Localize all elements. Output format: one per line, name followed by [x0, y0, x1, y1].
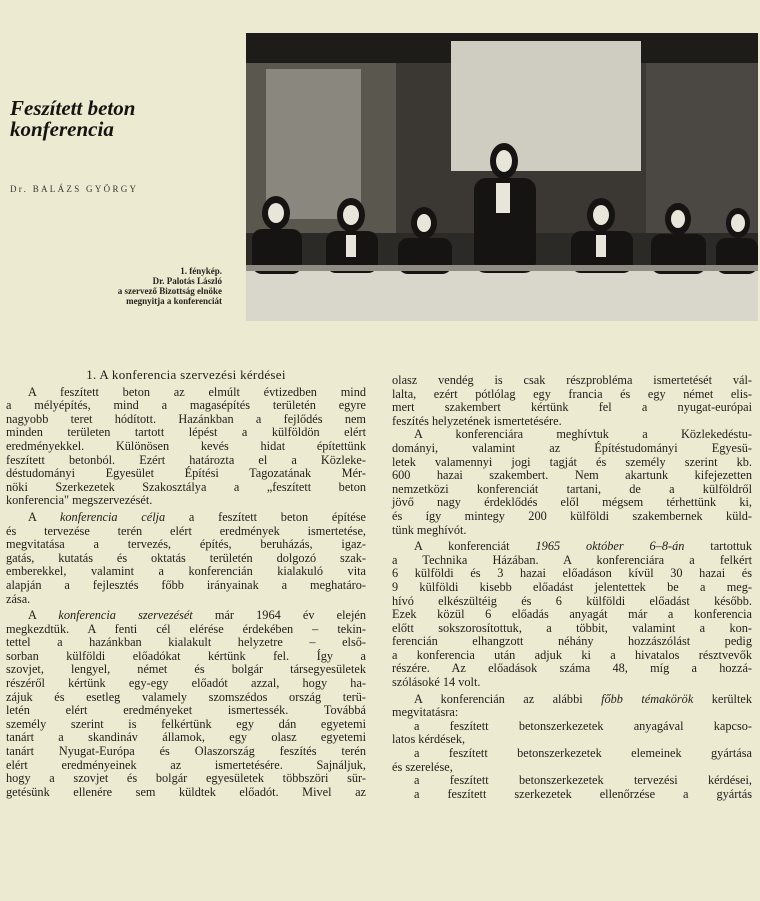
caption-line-1: 1. fénykép. — [180, 266, 222, 276]
left-text-line: részéről kértünk egy-egy előadót azzal, hogy ha- — [6, 676, 366, 691]
line-text-part: A konferenciát — [414, 539, 536, 554]
left-text-line: emberekkel, valamint a konferencián kialakuló vita — [6, 564, 366, 579]
conference-photo — [246, 33, 758, 321]
section-heading: 1. A konferencia szervezési kérdései — [86, 367, 286, 382]
article-title — [10, 98, 230, 140]
right-text-line: a Technika Házában. A konferenciára a felkért — [392, 552, 752, 567]
left-text-line: tanárt a skandináv államok, egy olasz egyetemi — [6, 730, 366, 745]
title-line-1: Feszített beton — [10, 96, 136, 120]
caption-line-3: a szervező Bizottság elnöke — [117, 286, 222, 296]
right-text-line: dományi, valamint az Építéstudományi Egyesü- — [392, 440, 752, 455]
caption-line-4: megnyitja a konferenciát — [126, 296, 222, 306]
line-text-part: már 1964 év elején — [192, 608, 366, 623]
line-text-part: a feszített beton építése — [165, 509, 366, 524]
left-text-line: nagyobb teret hódított. Hazánkban a fejlődés nem — [6, 411, 366, 426]
left-text-line — [6, 511, 366, 525]
photo-caption — [70, 266, 222, 306]
right-text-line: 9 külföldi kisebb előadást jelentettek be a meg- — [392, 579, 752, 594]
left-text-line: alapján a fejlesztés főbb irányainak a meghatáro- — [6, 577, 366, 592]
right-column — [392, 374, 752, 801]
right-text-line: és így mintegy 200 külföldi szakembernek küld- — [392, 508, 752, 523]
right-text-line: előtt sokszorosítottuk, a többit, valamint a kon- — [392, 620, 752, 635]
right-text-line: és szerelése, — [392, 759, 453, 774]
left-text-line: személy szerint is felkértünk egy dán egyetemi — [6, 716, 366, 731]
line-text-part: tartottuk — [684, 539, 752, 554]
right-text-line: Ezek közül 6 előadás anyagát már a konferencia — [392, 607, 752, 622]
right-text-line: a konferencia után adjuk ki a hivatalos résztvevők — [392, 647, 752, 662]
left-text-line: elért eredményeinek az ismertetésére. Sajnáljuk, — [6, 757, 366, 772]
left-text-line: zása. — [6, 591, 31, 606]
right-text-line: tünk meghívót. — [392, 522, 467, 537]
right-text-line: ferencián elhangzott néhány hozzászólást pedig — [392, 634, 752, 649]
right-text-line: 6 külföldi és 3 hazai előadáson kívül 30 hazai és — [392, 566, 752, 581]
right-text-line: 600 hazai szakembert. Nem akartunk kifejezetten — [392, 468, 752, 483]
left-text-line: letén elért eredményeket ismertessék. Továbbá — [6, 703, 366, 718]
left-text-line: nöki Szerkezetek Szakosztálya a „feszített beton — [6, 479, 366, 494]
emphasized-phrase: főbb témakörök — [601, 691, 694, 706]
right-column-text — [392, 374, 752, 801]
left-text-line: szovjet, lengyel, német és bolgár társegyesületek — [6, 662, 366, 677]
right-text-line: letek valamennyi jogi tagját és személy szerint kb. — [392, 454, 752, 469]
right-text-line: latos kérdések, — [392, 732, 466, 747]
left-text-line: gatás, kutatás és oktatás területén dolgozó szak- — [6, 550, 366, 565]
left-text-line — [6, 609, 366, 623]
left-text-line: és tervezése terén elért eredmények ismertetése, — [6, 523, 366, 538]
left-text-line: zájuk és esetleg valamely szomszédos ország terü- — [6, 689, 366, 704]
left-text-line: tettel a hazánkban kialakult helyzetre – első- — [6, 635, 366, 650]
right-text-line: feszítés helyzetének ismertetésére. — [392, 413, 562, 428]
right-text-line: jövő nagy érdeklődés elől mégsem térhettünk ki, — [392, 495, 752, 510]
line-text-part: A — [28, 608, 59, 623]
right-text-line: A konferenciára meghívtuk a Közlekedéstu- — [414, 427, 752, 442]
left-text-line: déstudományi Egyesület Építési Tagozatának Mér- — [6, 466, 366, 481]
left-text-line: minden területen tartott lépést a külföldön elért — [6, 425, 366, 440]
line-text-part: kerültek — [693, 691, 753, 706]
right-text-line: a feszített szerkezetek ellenőrzése a gyártás — [414, 786, 752, 801]
right-text-line: nemzetközi konferenciát tartani, de a külföldről — [392, 481, 752, 496]
emphasized-phrase: konferencia célja — [59, 509, 166, 524]
emphasized-phrase: 1965 október 6–8-án — [535, 539, 685, 554]
right-text-line: megvitatásra: — [392, 705, 459, 720]
right-text-line: a feszített betonszerkezetek elemeinek gyártása — [414, 746, 752, 761]
left-text-line: hogy a szovjet és bolgár egyesületek többszöri sür- — [6, 771, 366, 786]
left-text-line: eredményekkel. Különösen kevés hidat építettünk — [6, 438, 366, 453]
left-text-line: megvitatása a tervezés, építés, beruházás, igaz- — [6, 537, 366, 552]
left-text-line: megkezdtük. A fenti cél elérése érdekében – tekin- — [6, 621, 366, 636]
left-column — [6, 368, 366, 799]
left-column-text — [6, 386, 366, 800]
left-text-line: konferencia" megszervezését. — [6, 493, 153, 508]
right-text-line: olasz vendég is csak részprobléma ismertetését vál- — [392, 373, 752, 387]
emphasized-phrase: konferencia szervezését — [58, 608, 193, 623]
left-text-line: sorban külföldi előadókat kértünk fel. Így a — [6, 648, 366, 663]
conference-photo-image — [246, 33, 758, 321]
author-byline: Dr. BALÁZS GYÖRGY — [10, 184, 139, 194]
right-text-line: szólásoké 14 volt. — [392, 675, 481, 690]
left-text-line: tanárt Nyugat-Európa és Olaszország feszítés terén — [6, 744, 366, 759]
right-text-line — [392, 693, 752, 707]
right-text-line — [392, 540, 752, 554]
right-text-line: a feszített betonszerkezetek tervezési kérdései, — [414, 773, 752, 788]
right-text-line: a feszített betonszerkezetek anyagával kapcso- — [414, 718, 752, 733]
right-text-line: lalta, ezért pótlólag egy francia és egy német elis- — [392, 386, 752, 401]
line-text-part: A konferencián az alábbi — [414, 691, 602, 706]
line-text-part: A — [28, 509, 60, 524]
left-text-line: getésünk ellenére sem küldtek előadót. Mivel az — [6, 784, 366, 799]
left-text-line: feszített betonból. Ezért határozta el a Közleke- — [6, 452, 366, 467]
title-line-2: konferencia — [10, 117, 114, 141]
right-text-line: hívó elkészültéig és 6 külföldi előadást később. — [392, 593, 752, 608]
right-text-line: mert szakembert kértünk fel a nyugat-európai — [392, 400, 752, 415]
right-text-line: részére. Az előadások száma 48, míg a hozzá- — [392, 661, 752, 676]
caption-line-2: Dr. Palotás László — [152, 276, 222, 286]
left-text-line: A feszített beton az elmúlt évtizedben mind — [28, 384, 366, 399]
left-text-line: a mélyépítés, mind a magasépítés területén egyre — [6, 398, 366, 413]
